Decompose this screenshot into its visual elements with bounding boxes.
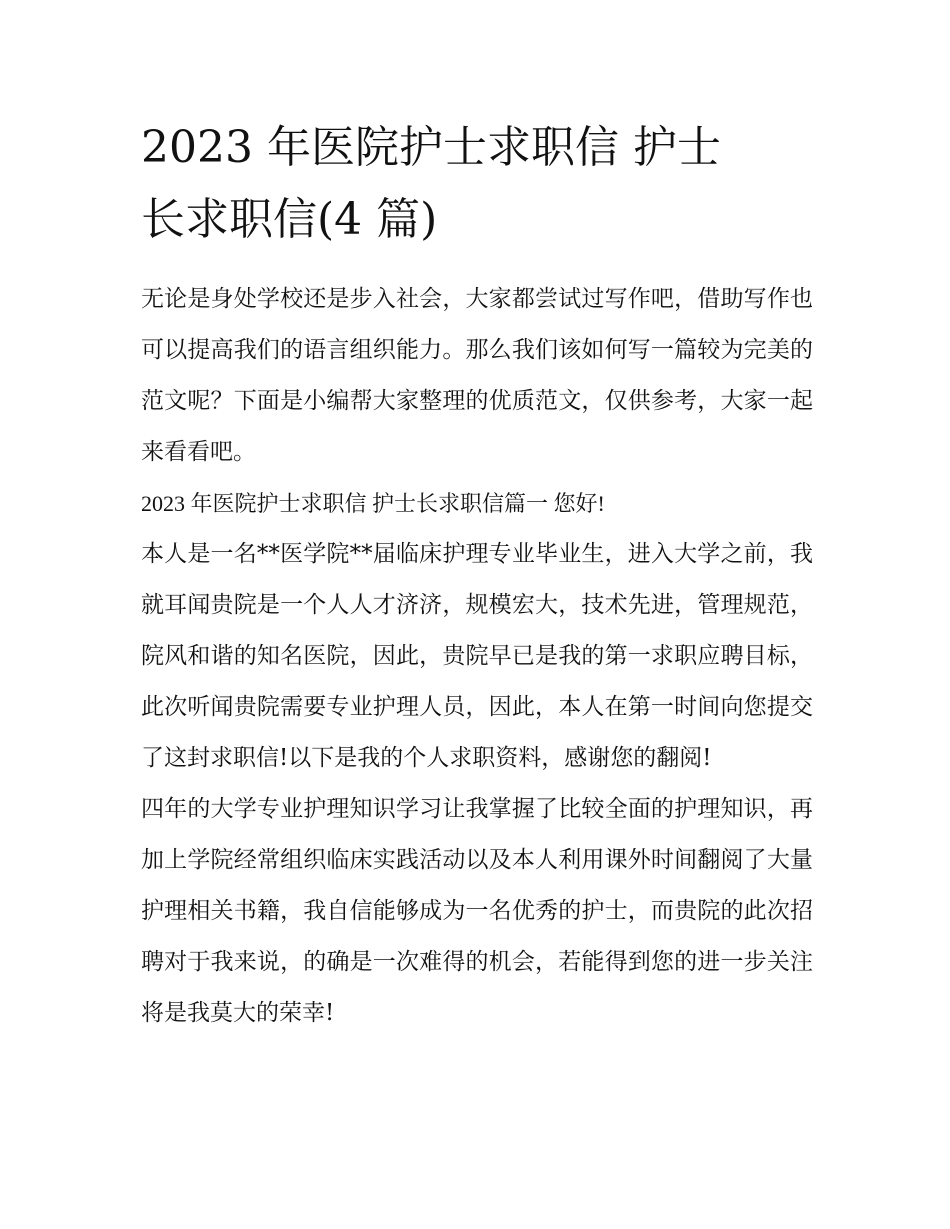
- body-paragraph-2: 四年的大学专业护理知识学习让我掌握了比较全面的护理知识，再加上学院经常组织临床实践活动以及本人利用课外时间翻阅了大量护理相关书籍，我自信能够成为一名优秀的护士，而贵院的此次招聘对于我来说，的确是一次难得的机会，若能得到您的进一步关注将是我莫大的荣幸!: [141, 796, 813, 1026]
- title-line-1: 2023 年医院护士求职信 护士: [141, 122, 721, 173]
- intro-paragraph: 无论是身处学校还是步入社会，大家都尝试过写作吧，借助写作也可以提高我们的语言组织能力。那么我们该如何写一篇较为完美的范文呢？下面是小编帮大家整理的优质范文，仅供参考，大家一起来看看吧。: [141, 286, 813, 465]
- document-page: [141, 112, 813, 1039]
- document-title: [141, 112, 813, 256]
- section-heading: 2023 年医院护士求职信 护士长求职信篇一 您好!: [141, 491, 605, 516]
- title-line-2: 长求职信(4 篇): [141, 194, 438, 245]
- body-paragraph-1: 本人是一名**医学院**届临床护理专业毕业生，进入大学之前，我就耳闻贵院是一个人人才济济，规模宏大，技术先进，管理规范，院风和谐的知名医院，因此，贵院早已是我的第一求职应聘目标，此次听闻贵院需要专业护理人员，因此，本人在第一时间向您提交了这封求职信!以下是我的个人求职资料，感谢您的翻阅!: [141, 541, 813, 771]
